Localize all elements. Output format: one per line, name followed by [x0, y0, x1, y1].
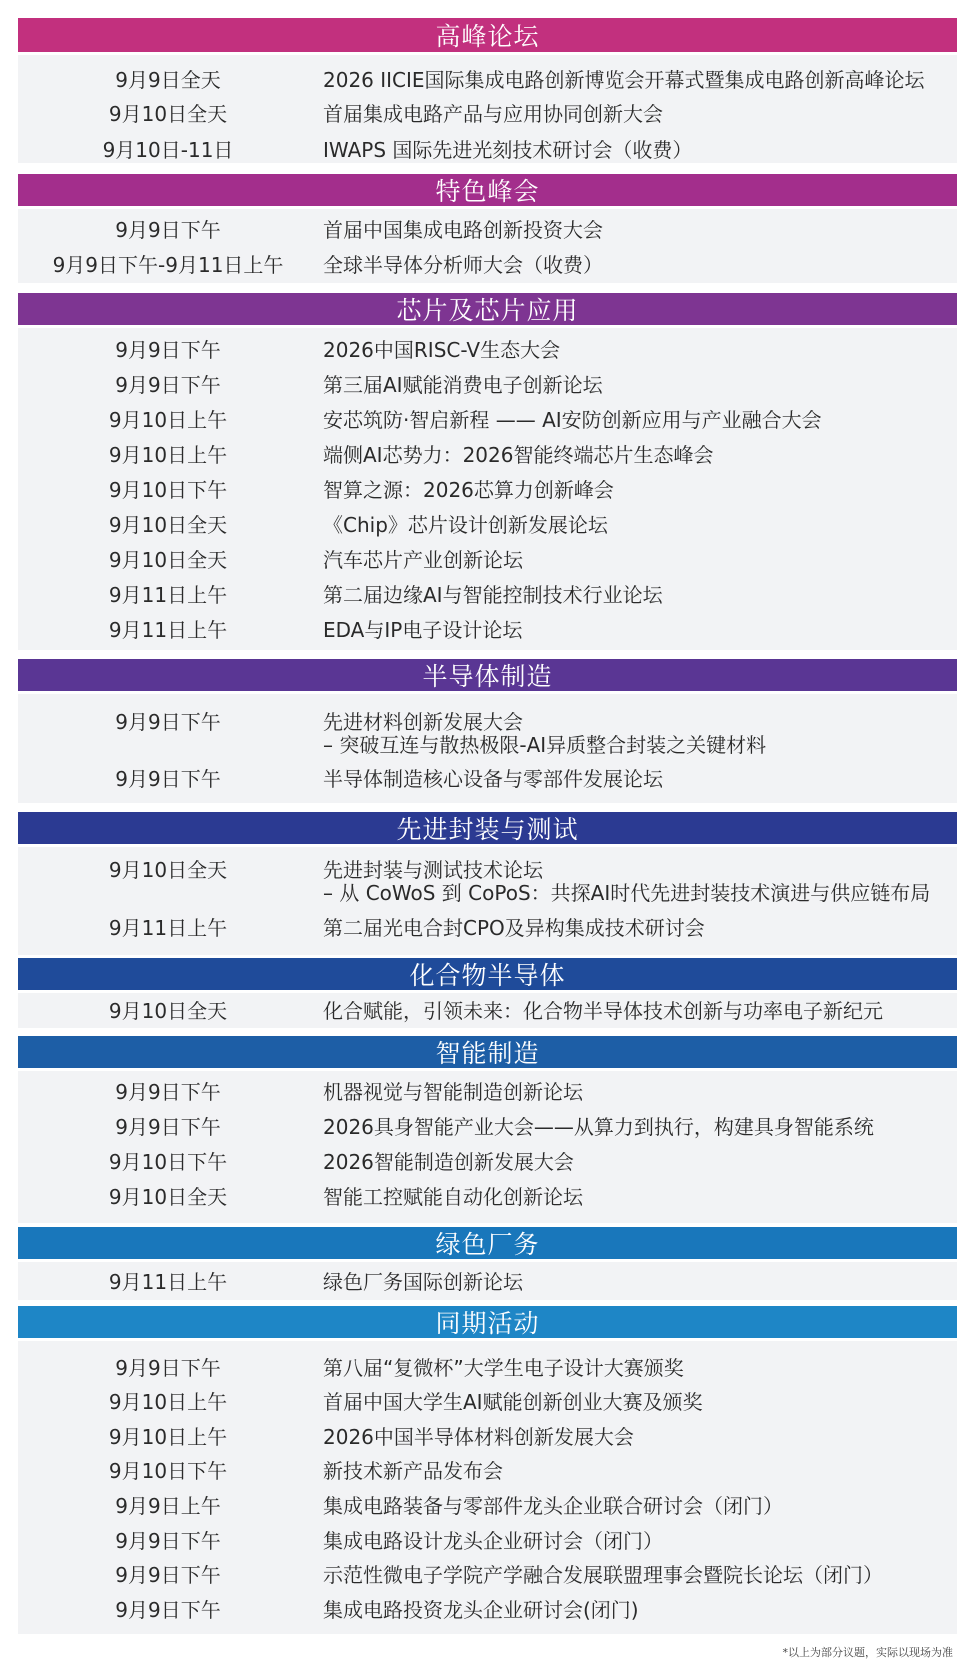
section-header: 同期活动 [18, 1306, 957, 1338]
session-date: 9月9日下午 [115, 1598, 221, 1622]
session-date: 9月9日上午 [115, 1494, 221, 1518]
session-title: 第八届“复微杯”大学生电子设计大赛颁奖 [323, 1356, 684, 1380]
session-date: 9月9日下午-9月11日上午 [52, 253, 284, 277]
session-title: EDA与IP电子设计论坛 [323, 618, 523, 642]
session-title: 安芯筑防·智启新程 —— AI安防创新应用与产业融合大会 [323, 408, 822, 432]
session-date: 9月9日下午 [115, 218, 221, 242]
section-panel [18, 694, 957, 803]
session-title: 半导体制造核心设备与零部件发展论坛 [323, 767, 663, 791]
session-date: 9月10日全天 [108, 548, 228, 572]
session-title: 第二届光电合封CPO及异构集成技术研讨会 [323, 916, 705, 940]
session-date: 9月9日下午 [115, 338, 221, 362]
section-panel [18, 1262, 957, 1300]
section-header: 智能制造 [18, 1036, 957, 1068]
session-date: 9月9日下午 [115, 373, 221, 397]
session-title: 2026 IICIE国际集成电路创新博览会开幕式暨集成电路创新高峰论坛 [323, 68, 925, 92]
section-panel [18, 1341, 957, 1634]
session-title: 全球半导体分析师大会（收费） [323, 253, 603, 277]
section-panel [18, 993, 957, 1028]
session-title: 智算之源：2026芯算力创新峰会 [323, 478, 614, 502]
session-date: 9月9日下午 [115, 710, 221, 734]
session-title: 端侧AI芯势力：2026智能终端芯片生态峰会 [323, 443, 714, 467]
section-panel [18, 847, 957, 955]
session-title: 首届中国集成电路创新投资大会 [323, 218, 603, 242]
session-date: 9月10日上午 [108, 1425, 228, 1449]
session-title: 第三届AI赋能消费电子创新论坛 [323, 373, 603, 397]
session-title: 《Chip》芯片设计创新发展论坛 [323, 513, 608, 537]
section-header: 高峰论坛 [18, 18, 957, 52]
session-title: 化合赋能，引领未来：化合物半导体技术创新与功率电子新纪元 [323, 999, 883, 1023]
session-date: 9月11日上午 [108, 618, 228, 642]
session-date: 9月11日上午 [108, 583, 228, 607]
session-title: 机器视觉与智能制造创新论坛 [323, 1080, 583, 1104]
session-date: 9月11日上午 [108, 1270, 228, 1294]
session-date: 9月10日全天 [108, 513, 228, 537]
session-title: 集成电路投资龙头企业研讨会(闭门) [323, 1598, 639, 1622]
session-title: 第二届边缘AI与智能控制技术行业论坛 [323, 583, 663, 607]
session-title: 首届中国大学生AI赋能创新创业大赛及颁奖 [323, 1390, 703, 1414]
session-title: 先进材料创新发展大会 [323, 710, 523, 734]
session-date: 9月10日全天 [108, 999, 228, 1023]
session-title: 2026智能制造创新发展大会 [323, 1150, 574, 1174]
section-header: 先进封装与测试 [18, 812, 957, 844]
section-header: 绿色厂务 [18, 1227, 957, 1259]
session-date: 9月10日下午 [108, 478, 228, 502]
section-panel [18, 1071, 957, 1223]
session-title: IWAPS 国际先进光刻技术研讨会（收费） [323, 138, 693, 162]
session-date: 9月9日下午 [115, 767, 221, 791]
session-date: 9月10日全天 [108, 858, 228, 882]
session-date: 9月11日上午 [108, 916, 228, 940]
session-date: 9月10日下午 [108, 1150, 228, 1174]
footnote: *以上为部分议题，实际以现场为准 [782, 1646, 953, 1659]
section-panel [18, 209, 957, 283]
section-panel [18, 55, 957, 163]
session-subtitle: – 从 CoWoS 到 CoPoS：共探AI时代先进封装技术演进与供应链布局 [323, 881, 931, 905]
session-date: 9月9日下午 [115, 1563, 221, 1587]
session-title: 绿色厂务国际创新论坛 [323, 1270, 523, 1294]
session-title: 2026中国RISC-V生态大会 [323, 338, 561, 362]
session-title: 先进封装与测试技术论坛 [323, 858, 543, 882]
section-panel [18, 328, 957, 650]
session-date: 9月10日下午 [108, 1459, 228, 1483]
session-title: 汽车芯片产业创新论坛 [323, 548, 523, 572]
session-title: 首届集成电路产品与应用协同创新大会 [323, 102, 663, 126]
session-subtitle: – 突破互连与散热极限-AI异质整合封装之关键材料 [323, 733, 767, 757]
session-date: 9月9日下午 [115, 1356, 221, 1380]
session-title: 新技术新产品发布会 [323, 1459, 503, 1483]
session-title: 集成电路设计龙头企业研讨会（闭门） [323, 1529, 663, 1553]
section-header: 芯片及芯片应用 [18, 293, 957, 325]
session-date: 9月9日下午 [115, 1529, 221, 1553]
session-date: 9月10日全天 [108, 102, 228, 126]
session-title: 智能工控赋能自动化创新论坛 [323, 1185, 583, 1209]
session-date: 9月10日上午 [108, 443, 228, 467]
session-date: 9月10日全天 [108, 1185, 228, 1209]
section-header: 化合物半导体 [18, 958, 957, 990]
session-date: 9月9日全天 [115, 68, 221, 92]
session-date: 9月10日上午 [108, 1390, 228, 1414]
session-title: 示范性微电子学院产学融合发展联盟理事会暨院长论坛（闭门） [323, 1563, 883, 1587]
section-header: 半导体制造 [18, 659, 957, 691]
session-title: 2026具身智能产业大会——从算力到执行，构建具身智能系统 [323, 1115, 874, 1139]
session-date: 9月10日-11日 [102, 138, 234, 162]
session-date: 9月9日下午 [115, 1115, 221, 1139]
session-date: 9月10日上午 [108, 408, 228, 432]
session-date: 9月9日下午 [115, 1080, 221, 1104]
section-header: 特色峰会 [18, 174, 957, 206]
session-title: 2026中国半导体材料创新发展大会 [323, 1425, 634, 1449]
session-title: 集成电路装备与零部件龙头企业联合研讨会（闭门） [323, 1494, 783, 1518]
